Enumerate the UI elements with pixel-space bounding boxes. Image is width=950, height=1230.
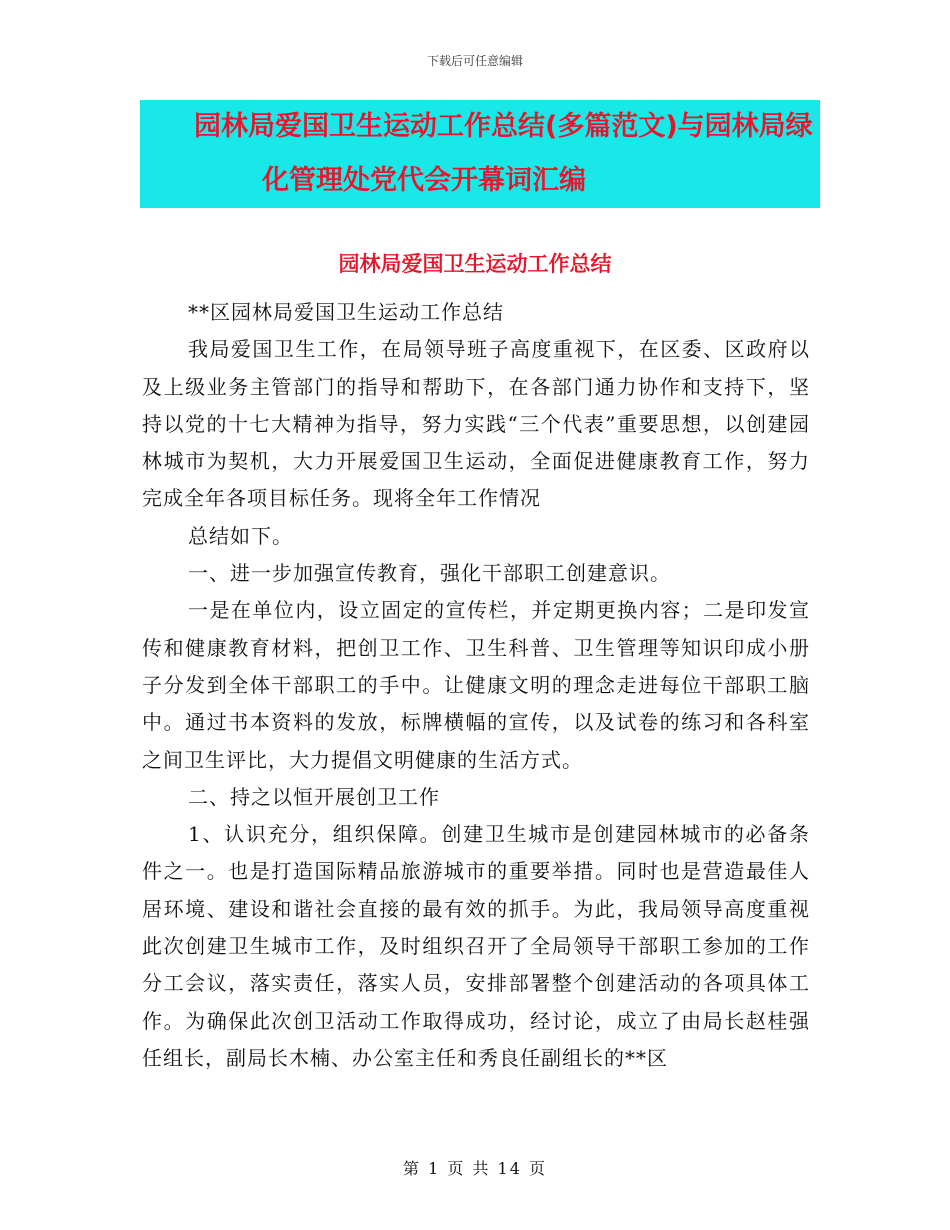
page-number: 第 1 页 共 14 页 (403, 1159, 547, 1178)
paragraph: 1、认识充分，组织保障。创建卫生城市是创建园林城市的必备条件之一。也是打造国际精品旅游城市的重要举措。同时也是营造最佳人居环境、建设和谐社会直接的最有效的抓手。为此，我局领导高度重视此次创建卫生城市工作，及时组织召开了全局领导干部职工参加的工作分工会议，落实责任，落实人员，安排部署整个创建活动的各项具体工作。为确保此次创卫活动工作取得成功，经讨论，成立了由局长赵桂强任组长，副局长木楠、办公室主任和秀良任副组长的**区 (142, 822, 810, 1070)
title-line-1: 园林局爱国卫生运动工作总结(多篇范文)与园林局绿 (194, 111, 813, 142)
document-body (142, 294, 810, 1077)
section-title: 园林局爱国卫生运动工作总结 (338, 252, 612, 276)
document-title (140, 100, 820, 208)
header-note: 下载后可任意编辑 (426, 54, 523, 68)
title-line-2: 化管理处党代会开幕词汇编 (262, 165, 586, 196)
paragraph: 一是在单位内，设立固定的宣传栏，并定期更换内容；二是印发宣传和健康教育材料，把创卫工作、卫生科普、卫生管理等知识印成小册子分发到全体干部职工的手中。让健康文明的理念走进每位干部职工脑中。通过书本资料的发放，标牌横幅的宣传，以及试卷的练习和各科室之间卫生评比，大力提倡文明健康的生活方式。 (142, 598, 810, 772)
paragraph: 二、持之以恒开展创卫工作 (188, 784, 440, 809)
paragraph: 我局爱国卫生工作，在局领导班子高度重视下，在区委、区政府以及上级业务主管部门的指导和帮助下，在各部门通力协作和支持下，坚持以党的十七大精神为指导，努力实践“三个代表”重要思想，以创建园林城市为契机，大力开展爱国卫生运动，全面促进健康教育工作，努力完成全年各项目标任务。现将全年工作情况 (142, 337, 810, 511)
paragraph: **区园林局爱国卫生运动工作总结 (188, 300, 504, 324)
paragraph: 一、进一步加强宣传教育，强化干部职工创建意识。 (188, 561, 671, 586)
paragraph: 总结如下。 (188, 523, 293, 548)
